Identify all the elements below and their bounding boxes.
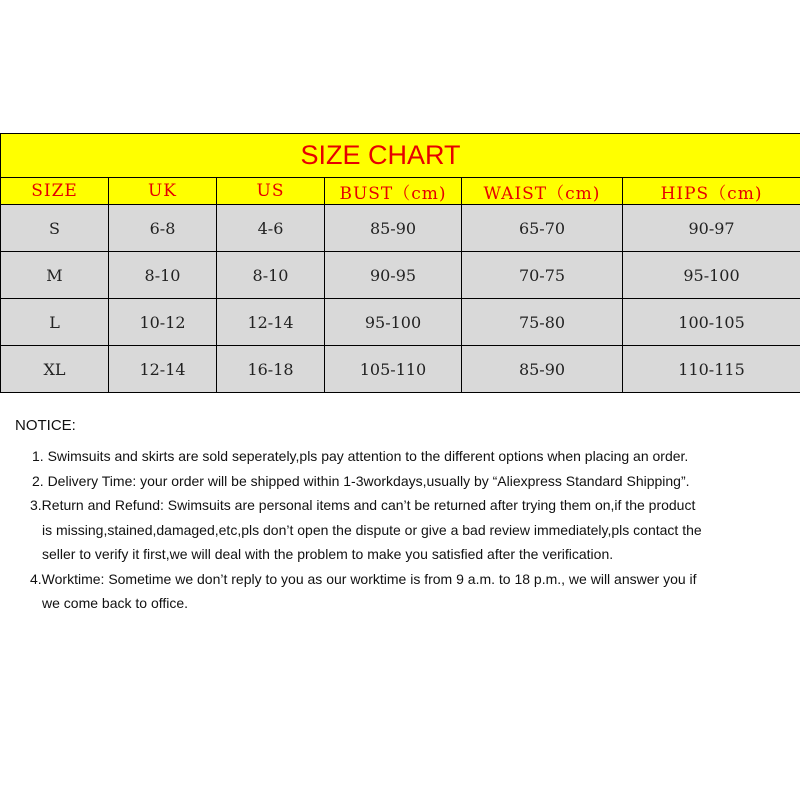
cell-us: 12-14 — [217, 299, 325, 346]
cell-bust: 85-90 — [325, 205, 462, 252]
cell-hips: 90-97 — [623, 205, 800, 252]
cell-size: S — [1, 205, 109, 252]
notice-item — [15, 469, 785, 494]
notice-section — [15, 417, 785, 616]
header-size: SIZE — [1, 178, 109, 205]
cell-hips: 95-100 — [623, 252, 800, 299]
table-row — [1, 205, 800, 252]
cell-size: M — [1, 252, 109, 299]
table-row — [1, 346, 800, 393]
size-chart-title: SIZE CHART — [1, 134, 800, 178]
cell-us: 4-6 — [217, 205, 325, 252]
notice-item — [15, 567, 785, 616]
cell-uk: 8-10 — [109, 252, 217, 299]
notice-title: NOTICE: — [15, 417, 76, 434]
notice-line: seller to verify it first,we will deal with the problem to make you satisfied after the verification. — [42, 546, 614, 562]
cell-bust: 105-110 — [325, 346, 462, 393]
cell-waist: 75-80 — [462, 299, 623, 346]
cell-hips: 110-115 — [623, 346, 800, 393]
cell-size: XL — [1, 346, 109, 393]
notice-line: 2. Delivery Time: your order will be shipped within 1-3workdays,usually by “Aliexpress Standard Shipping”. — [32, 472, 690, 489]
cell-waist: 70-75 — [462, 252, 623, 299]
notice-item — [15, 444, 785, 469]
cell-size: L — [1, 299, 109, 346]
notice-line: is missing,stained,damaged,etc,pls don’t open the dispute or give a bad review immediately,pls contact the — [42, 521, 702, 538]
notice-line: we come back to office. — [42, 595, 189, 611]
header-waist: WAIST（cm) — [462, 178, 623, 205]
cell-uk: 12-14 — [109, 346, 217, 393]
table-row — [1, 299, 800, 346]
header-us: US — [217, 178, 325, 205]
cell-uk: 10-12 — [109, 299, 217, 346]
header-bust: BUST（cm) — [325, 178, 462, 205]
notice-line: 3.Return and Refund: Swimsuits are personal items and can’t be returned after trying them on,if the product — [30, 497, 696, 513]
cell-us: 16-18 — [217, 346, 325, 393]
notice-line: 4.Worktime: Sometime we don’t reply to you as our worktime is from 9 a.m. to 18 p.m., we will answer you if — [30, 570, 697, 587]
cell-waist: 85-90 — [462, 346, 623, 393]
size-chart-table — [0, 133, 800, 393]
size-chart-title-row — [1, 134, 800, 178]
cell-us: 8-10 — [217, 252, 325, 299]
cell-bust: 90-95 — [325, 252, 462, 299]
cell-waist: 65-70 — [462, 205, 623, 252]
header-uk: UK — [109, 178, 217, 205]
table-row — [1, 252, 800, 299]
header-hips: HIPS（cm) — [623, 178, 800, 205]
notice-line: 1. Swimsuits and skirts are sold seperately,pls pay attention to the different options when placing an order. — [32, 448, 689, 464]
cell-uk: 6-8 — [109, 205, 217, 252]
cell-bust: 95-100 — [325, 299, 462, 346]
size-chart-header-row — [1, 178, 800, 205]
notice-item — [15, 493, 785, 567]
cell-hips: 100-105 — [623, 299, 800, 346]
